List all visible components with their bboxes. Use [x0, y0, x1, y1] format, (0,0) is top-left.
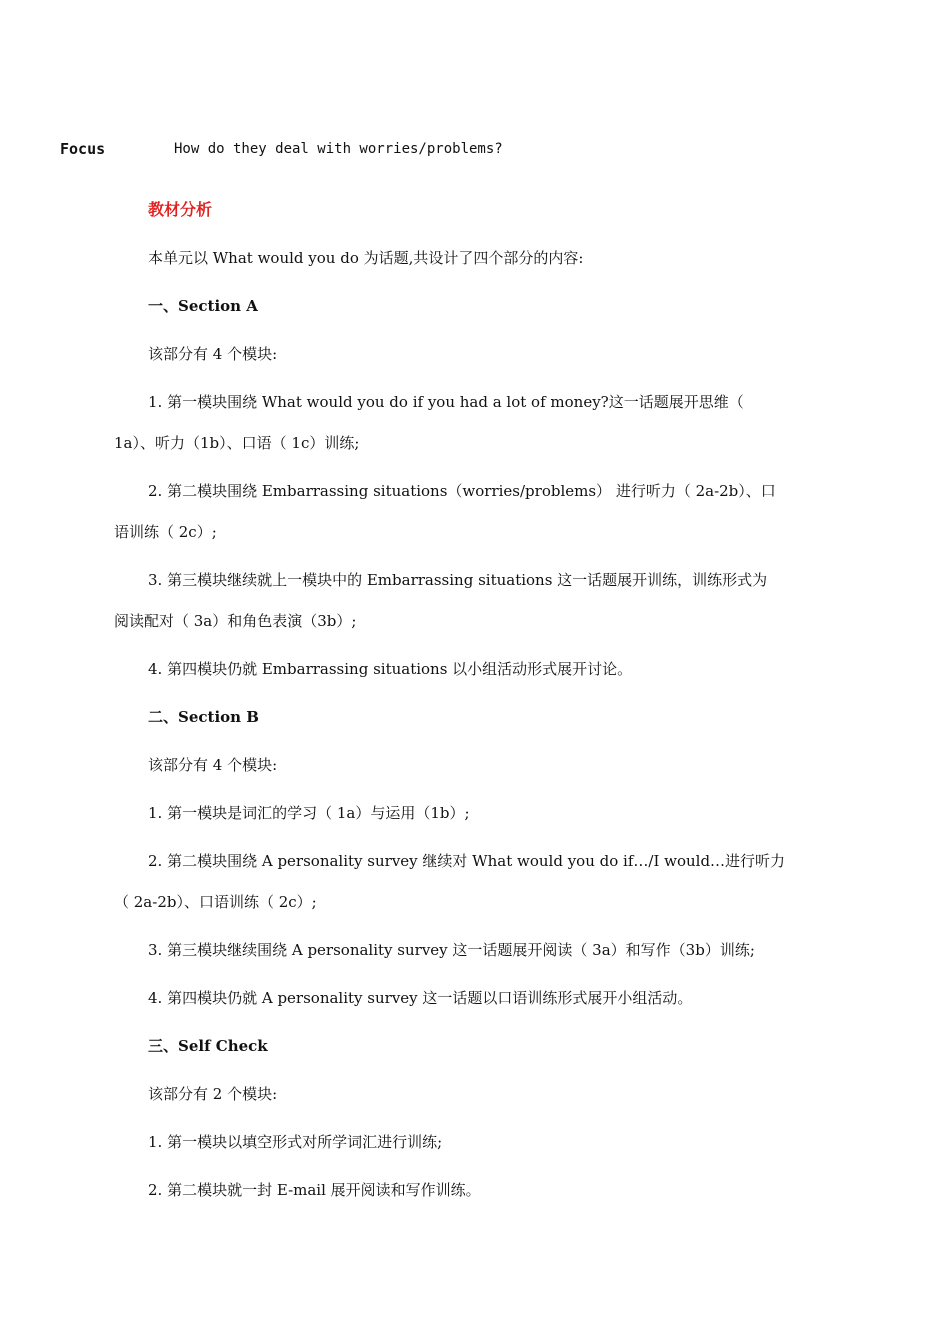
self-check-item-1: 1. 第一模块以填空形式对所学词汇进行训练;: [148, 1133, 443, 1151]
section-a-item-3: 3. 第三模块继续就上一模块中的 Embarrassing situations 这一话题展开训练，训练形式为: [148, 571, 768, 589]
section-a-item-1: 1. 第一模块围绕 What would you do if you had a lot of money?这一话题展开思维（: [148, 393, 744, 411]
focus-text: How do they deal with worries/problems?: [174, 141, 503, 157]
section-a-item-2-cont: 语训练（ 2c）;: [114, 523, 217, 541]
section-a-title: 一、Section A: [148, 297, 258, 315]
section-b-item-2: 2. 第二模块围绕 A personality survey 继续对 What would you do if…/I would…进行听力: [148, 852, 786, 870]
section-a-item-2: 2. 第二模块围绕 Embarrassing situations（worries/problems） 进行听力（ 2a-2b）、口: [148, 482, 776, 500]
section-b-title: 二、Section B: [148, 708, 259, 726]
section-b-item-1: 1. 第一模块是词汇的学习（ 1a）与运用（1b）;: [148, 804, 470, 822]
self-check-item-2: 2. 第二模块就一封 E-mail 展开阅读和写作训练。: [148, 1181, 481, 1199]
focus-label: Focus: [60, 140, 106, 158]
section-b-desc: 该部分有 4 个模块:: [148, 756, 278, 774]
section-a-item-3-cont: 阅读配对（ 3a）和角色表演（3b）;: [114, 612, 357, 630]
section-a-item-1-cont: 1a）、听力（1b）、口语（ 1c）训练;: [114, 434, 360, 452]
section-a-desc: 该部分有 4 个模块:: [148, 345, 278, 363]
section-b-item-4: 4. 第四模块仍就 A personality survey 这一话题以口语训练形式展开小组活动。: [148, 989, 693, 1007]
section-b-item-3: 3. 第三模块继续围绕 A personality survey 这一话题展开阅读（ 3a）和写作（3b）训练;: [148, 941, 755, 959]
analysis-heading: 教材分析: [148, 200, 213, 219]
analysis-intro: 本单元以 What would you do 为话题,共设计了四个部分的内容:: [148, 249, 584, 267]
self-check-title: 三、Self Check: [148, 1037, 268, 1055]
self-check-desc: 该部分有 2 个模块:: [148, 1085, 278, 1103]
section-a-item-4: 4. 第四模块仍就 Embarrassing situations 以小组活动形式展开讨论。: [148, 660, 633, 678]
section-b-item-2-cont: （ 2a-2b）、口语训练（ 2c）;: [114, 893, 317, 911]
